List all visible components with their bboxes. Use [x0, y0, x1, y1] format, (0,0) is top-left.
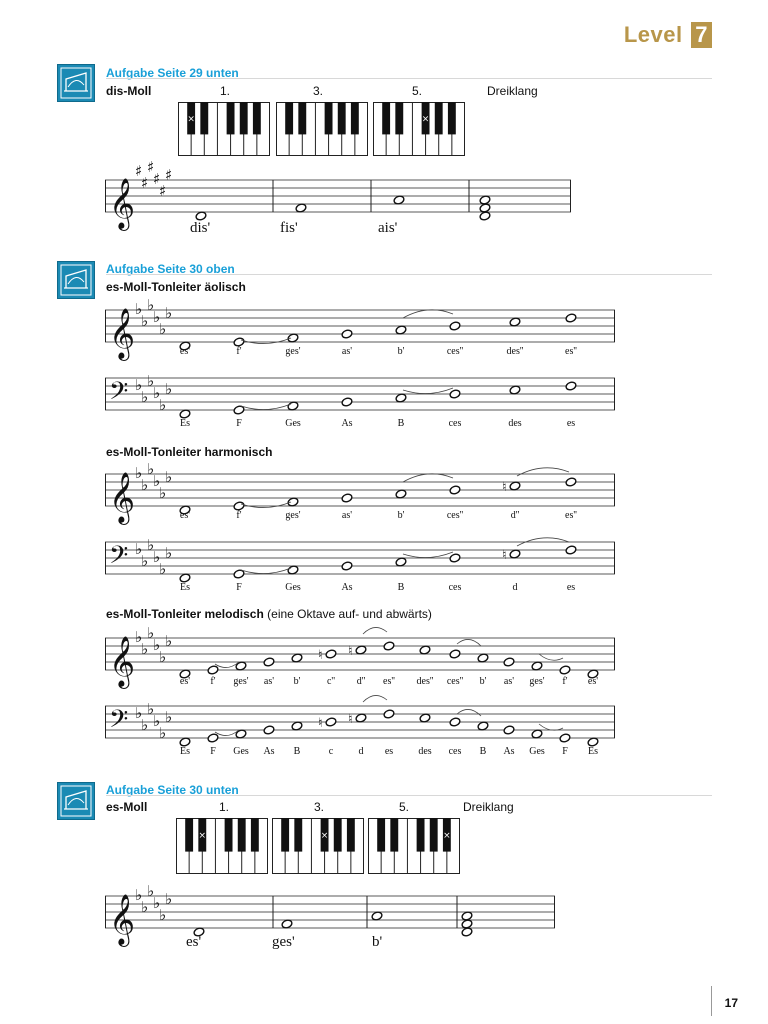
note-name: es [384, 746, 394, 757]
note-name: f' [236, 346, 242, 357]
key-label: dis-Moll [106, 84, 152, 98]
step-label: Dreiklang [463, 800, 514, 814]
whole-note [449, 553, 461, 563]
flat-icon: ♭ [147, 536, 155, 554]
note-name: F [562, 746, 568, 757]
key-label: es-Moll [106, 800, 148, 814]
whole-note [461, 919, 473, 929]
black-key [185, 818, 193, 852]
whole-note [509, 481, 521, 491]
note-name: d [358, 746, 364, 757]
note-name: b' [397, 346, 405, 357]
treble-clef-icon: 𝄞 [109, 178, 136, 229]
bass-clef-icon: 𝄢 [109, 541, 129, 576]
whole-note [419, 645, 431, 655]
flat-icon: ♭ [147, 296, 155, 314]
whole-note [287, 565, 299, 575]
whole-note [235, 729, 247, 739]
scale-label-suffix: (eine Oktave auf- und abwärts) [267, 607, 432, 621]
note-name: Ges [233, 746, 249, 757]
treble-clef-icon: 𝄞 [109, 308, 136, 359]
key-marker: × [198, 831, 207, 842]
whole-note [449, 649, 461, 659]
scale-label-bold: es-Moll-Tonleiter melodisch [106, 607, 264, 621]
whole-note [383, 641, 395, 651]
black-key [377, 818, 385, 852]
half-step-slur [363, 627, 387, 634]
flat-icon: ♭ [153, 548, 161, 566]
whole-note [355, 713, 367, 723]
note-name: b' [479, 676, 487, 687]
note-name: B [479, 746, 487, 757]
natural-icon: ♮ [318, 648, 323, 663]
whole-note [565, 477, 577, 487]
whole-note [207, 733, 219, 743]
note-name: d'' [356, 676, 366, 687]
flat-icon: ♭ [135, 540, 143, 558]
black-key [253, 102, 261, 134]
black-key [390, 818, 398, 852]
whole-note [477, 721, 489, 731]
note-name: ges' [233, 676, 249, 687]
section-divider [106, 78, 712, 79]
note-name: Ges [285, 582, 301, 593]
note-name: ces [448, 418, 462, 429]
black-key [395, 102, 403, 134]
whole-note [531, 729, 543, 739]
note-name: des'' [416, 676, 434, 687]
section-title: Aufgabe Seite 30 oben [106, 262, 235, 276]
whole-note [207, 665, 219, 675]
black-key [225, 818, 233, 852]
whole-note [287, 401, 299, 411]
note-name: c [328, 746, 334, 757]
whole-note [295, 203, 307, 213]
flat-icon: ♭ [141, 312, 149, 330]
flat-icon: ♭ [135, 704, 143, 722]
note-name: Es [588, 746, 598, 757]
half-step-slur [457, 639, 481, 646]
note-name: d'' [510, 510, 520, 521]
whole-note [395, 393, 407, 403]
whole-note [565, 313, 577, 323]
section-divider [106, 795, 712, 796]
note-name: ges' [285, 346, 301, 357]
black-key [382, 102, 390, 134]
sharp-icon: ♯ [147, 158, 155, 176]
flat-icon: ♭ [141, 898, 149, 916]
note-name: F [236, 418, 242, 429]
black-key [334, 818, 342, 852]
piano-keyboard [176, 818, 268, 874]
note-name: c'' [326, 676, 336, 687]
flat-icon: ♭ [165, 304, 173, 322]
piano-keyboard [373, 102, 465, 156]
half-step-slur [363, 695, 387, 702]
whole-note [291, 721, 303, 731]
whole-note [263, 725, 275, 735]
piano-keyboard [272, 818, 364, 874]
note-name: ges' [285, 510, 301, 521]
half-step-slur [241, 568, 291, 574]
black-key [227, 102, 235, 134]
whole-note [479, 195, 491, 205]
note-name: As [503, 746, 515, 757]
key-marker: × [187, 114, 195, 125]
level-number: 7 [691, 22, 712, 48]
note-name: ces'' [446, 676, 464, 687]
flat-icon: ♭ [153, 636, 161, 654]
half-step-slur [403, 310, 453, 318]
note-name: ces [448, 746, 462, 757]
whole-note [395, 489, 407, 499]
whole-note [509, 317, 521, 327]
whole-note [565, 381, 577, 391]
note-name: as' [341, 346, 353, 357]
natural-icon: ♮ [502, 548, 507, 563]
half-step-slur [403, 552, 453, 558]
black-key [430, 818, 438, 852]
note-name: Es [180, 418, 190, 429]
flat-icon: ♭ [147, 700, 155, 718]
note-name: B [397, 582, 405, 593]
flat-icon: ♭ [147, 460, 155, 478]
whole-note [503, 725, 515, 735]
level-badge [624, 22, 712, 48]
bass-clef-icon: 𝄢 [109, 705, 129, 740]
note-name: Es [180, 582, 190, 593]
piano-keyboard [178, 102, 270, 156]
half-step-slur [215, 662, 239, 668]
level-label: Level [623, 22, 683, 47]
half-step-slur [215, 730, 239, 736]
black-key [298, 102, 306, 134]
black-key [435, 102, 443, 134]
piano-exercise-icon [57, 261, 95, 299]
treble-clef-icon: 𝄞 [109, 472, 136, 523]
key-marker: × [320, 831, 329, 842]
step-label: 5. [412, 84, 423, 98]
flat-icon: ♭ [153, 384, 161, 402]
whole-note [509, 549, 521, 559]
note-name: des'' [506, 346, 524, 357]
flat-icon: ♭ [165, 890, 173, 908]
half-step-slur [517, 468, 569, 476]
flat-icon: ♭ [147, 882, 155, 900]
whole-note [419, 713, 431, 723]
section-title: Aufgabe Seite 30 unten [106, 783, 239, 797]
note-name: es'' [565, 510, 577, 521]
whole-note [325, 649, 337, 659]
flat-icon: ♭ [141, 640, 149, 658]
note-name: Es [180, 746, 190, 757]
note-name: d [512, 582, 518, 593]
whole-note [341, 329, 353, 339]
note-name: es'' [383, 676, 395, 687]
piano-keyboard [368, 818, 460, 874]
note-name: es [566, 582, 576, 593]
flat-icon: ♭ [135, 464, 143, 482]
sharp-icon: ♯ [165, 166, 173, 184]
note-name: ais' [378, 220, 398, 236]
whole-note [461, 911, 473, 921]
whole-note [395, 325, 407, 335]
half-step-slur [403, 474, 453, 482]
step-label: 1. [220, 84, 231, 98]
natural-icon: ♮ [348, 644, 353, 659]
whole-note [341, 561, 353, 571]
section-divider [106, 274, 712, 275]
flat-icon: ♭ [153, 308, 161, 326]
note-name: es' [179, 676, 191, 687]
bass-clef-icon: 𝄢 [109, 377, 129, 412]
note-name: es'' [565, 346, 577, 357]
flat-icon: ♭ [135, 886, 143, 904]
page-number: 17 [724, 996, 738, 1010]
flat-icon: ♭ [153, 712, 161, 730]
black-key [281, 818, 289, 852]
half-step-slur [241, 404, 291, 410]
flat-icon: ♭ [141, 552, 149, 570]
step-label: Dreiklang [487, 84, 538, 98]
note-name: As [341, 418, 353, 429]
note-name: f' [236, 510, 242, 521]
note-name: as' [341, 510, 353, 521]
note-name: as' [263, 676, 275, 687]
whole-note [503, 657, 515, 667]
note-name: ces'' [446, 510, 464, 521]
black-key [347, 818, 355, 852]
flat-icon: ♭ [159, 560, 167, 578]
note-name: fis' [280, 220, 298, 236]
whole-note [395, 557, 407, 567]
black-key [325, 102, 333, 134]
black-key [200, 102, 208, 134]
piano-exercise-icon [57, 782, 95, 820]
treble-clef-icon: 𝄞 [109, 636, 136, 687]
sharp-icon: ♯ [159, 182, 167, 200]
whole-note [341, 493, 353, 503]
whole-note [371, 911, 383, 921]
note-name: B [397, 418, 405, 429]
flat-icon: ♭ [141, 716, 149, 734]
half-step-slur [241, 338, 291, 344]
whole-note [531, 661, 543, 671]
step-label: 3. [313, 84, 324, 98]
whole-note [461, 927, 473, 937]
scale-label [106, 607, 432, 621]
half-step-slur [457, 709, 481, 716]
note-name: es [566, 418, 576, 429]
key-marker: × [421, 114, 430, 125]
flat-icon: ♭ [159, 906, 167, 924]
scale-label: es-Moll-Tonleiter äolisch [106, 280, 246, 294]
flat-icon: ♭ [165, 380, 173, 398]
half-step-slur [403, 388, 453, 394]
note-name: ces'' [446, 346, 464, 357]
whole-note [355, 645, 367, 655]
whole-note [479, 203, 491, 213]
note-name: es' [186, 934, 202, 950]
whole-note [281, 919, 293, 929]
black-key [251, 818, 259, 852]
scale-label: es-Moll-Tonleiter harmonisch [106, 445, 273, 459]
black-key [351, 102, 359, 134]
note-name: ces [448, 582, 462, 593]
whole-note [291, 653, 303, 663]
whole-note [449, 389, 461, 399]
note-name: As [263, 746, 275, 757]
note-name: Ges [529, 746, 545, 757]
step-label: 3. [314, 800, 325, 814]
half-step-slur [539, 654, 563, 660]
note-name: b' [372, 934, 383, 950]
flat-icon: ♭ [159, 396, 167, 414]
flat-icon: ♭ [141, 388, 149, 406]
flat-icon: ♭ [147, 624, 155, 642]
whole-note [559, 665, 571, 675]
whole-note [341, 397, 353, 407]
natural-icon: ♮ [502, 480, 507, 495]
note-name: F [236, 582, 242, 593]
black-key [285, 102, 293, 134]
whole-note [479, 211, 491, 221]
flat-icon: ♭ [153, 894, 161, 912]
step-label: 5. [399, 800, 410, 814]
whole-note [287, 497, 299, 507]
flat-icon: ♭ [141, 476, 149, 494]
note-name: As [341, 582, 353, 593]
whole-note [509, 385, 521, 395]
flat-icon: ♭ [159, 484, 167, 502]
note-name: es' [179, 510, 191, 521]
note-name: des [418, 746, 432, 757]
flat-icon: ♭ [135, 300, 143, 318]
piano-exercise-icon [57, 64, 95, 102]
key-marker: × [443, 831, 451, 842]
section-title: Aufgabe Seite 29 unten [106, 66, 239, 80]
sharp-icon: ♯ [141, 174, 149, 192]
note-name: dis' [190, 220, 211, 236]
piano-keyboard [276, 102, 368, 156]
note-name: f' [210, 676, 216, 687]
flat-icon: ♭ [159, 724, 167, 742]
half-step-slur [539, 724, 563, 730]
whole-note [393, 195, 405, 205]
note-name: f' [562, 676, 568, 687]
whole-note [235, 661, 247, 671]
flat-icon: ♭ [135, 376, 143, 394]
whole-note [263, 657, 275, 667]
sharp-icon: ♯ [135, 162, 143, 180]
note-name: F [210, 746, 216, 757]
page-number-rule [711, 986, 712, 1016]
flat-icon: ♭ [165, 632, 173, 650]
step-label: 1. [219, 800, 230, 814]
treble-clef-icon: 𝄞 [109, 894, 136, 945]
flat-icon: ♭ [165, 708, 173, 726]
flat-icon: ♭ [135, 628, 143, 646]
whole-note [383, 709, 395, 719]
black-key [240, 102, 248, 134]
flat-icon: ♭ [159, 320, 167, 338]
note-name: b' [293, 676, 301, 687]
whole-note [565, 545, 577, 555]
natural-icon: ♮ [318, 716, 323, 731]
natural-icon: ♮ [348, 712, 353, 727]
note-name: b' [397, 510, 405, 521]
flat-icon: ♭ [153, 472, 161, 490]
whole-note [449, 485, 461, 495]
black-key [338, 102, 346, 134]
black-key [417, 818, 425, 852]
note-name: des [508, 418, 522, 429]
whole-note [449, 321, 461, 331]
black-key [448, 102, 456, 134]
note-name: Ges [285, 418, 301, 429]
flat-icon: ♭ [159, 648, 167, 666]
flat-icon: ♭ [165, 544, 173, 562]
half-step-slur [241, 502, 291, 508]
whole-note [449, 717, 461, 727]
note-name: B [293, 746, 301, 757]
note-name: ges' [529, 676, 545, 687]
sharp-icon: ♯ [153, 170, 161, 188]
note-name: ges' [272, 934, 295, 950]
flat-icon: ♭ [165, 468, 173, 486]
note-name: as' [503, 676, 515, 687]
flat-icon: ♭ [147, 372, 155, 390]
whole-note [559, 733, 571, 743]
whole-note [325, 717, 337, 727]
note-name: es' [587, 676, 599, 687]
whole-note [477, 653, 489, 663]
black-key [294, 818, 302, 852]
note-name: es' [179, 346, 191, 357]
black-key [238, 818, 246, 852]
whole-note [287, 333, 299, 343]
